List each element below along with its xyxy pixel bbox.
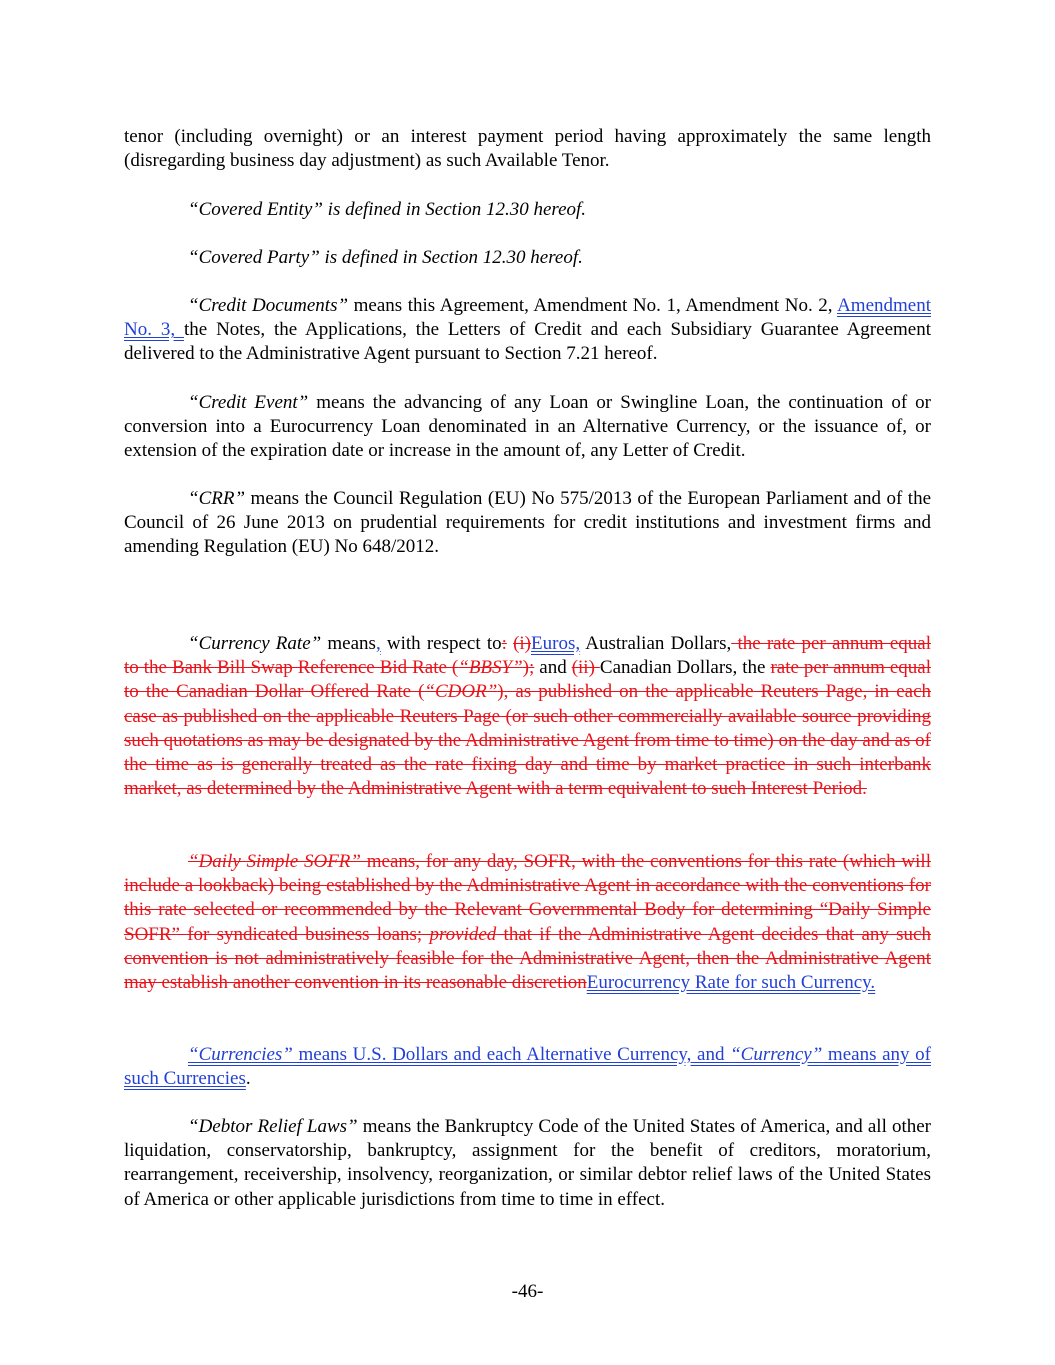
deleted-text: : [501,633,507,654]
definition-daily-simple-sofr [124,850,931,995]
inserted-text: means any of such Currencies [124,1044,931,1090]
deleted-text: “Daily Simple SOFR” [188,851,361,872]
inserted-text: Amendment No. 3, [124,295,931,341]
defined-term: “Credit Documents” [188,295,349,316]
defined-term: “Debtor Relief Laws” [188,1116,358,1137]
deleted-text: “BBSY” [458,657,523,679]
deleted-text: ); [522,657,535,679]
deleted-text: that if the Administrative Agent decides that any such convention is not administratively feasible for the Administrative Agent, then the Administrative Agent may establish another convention in its reasonable discretion [124,923,931,994]
definition-currencies: “Currencies” means U.S. Dollars and each Alternative Currency, and “Currency” means any of such Currencies. [124,1044,931,1090]
defined-term: “Currency Rate” [188,633,322,654]
deleted-text: provided [429,923,497,945]
definition-credit-event: “Credit Event” means the advancing of any Loan or Swingline Loan, the continuation of or conversion into a Eurocurrency Loan denominated in an Alternative Currency, or the issuance of, or extension of the expiration date or increase in the amount of, any Letter of Credit. [124,392,931,462]
definition-credit-documents: “Credit Documents” means this Agreement, Amendment No. 1, Amendment No. 2, Amendment No. 3, the Notes, the Applications, the Letters of Credit and each Subsidiary Guarantee Agreement delivered to the Administrative Agent pursuant to Section 7.21 hereof. [124,295,931,365]
deleted-text: “CDOR” [424,681,498,703]
defined-term: “CRR” [188,488,246,509]
inserted-text: Eurocurrency Rate for such Currency. [586,972,876,994]
inserted-text: “Currency” [730,1044,823,1065]
inserted-text: , [375,633,381,654]
deleted-text: (ii) [571,657,600,679]
deleted-text: means, for any day, SOFR, with the conventions for this rate (which will include a lookback) being established by the Administrative Agent in accordance with the conventions for this rate selected or recommended by the Relevant Governmental Body for determining “Daily Simple SOFR” for syndicated business loans; [124,851,931,945]
defined-term: “Credit Event” [188,392,309,413]
definition-crr: “CRR” means the Council Regulation (EU) No 575/2013 of the European Parliament and of the Council of 26 June 2013 on prudential requirements for credit institutions and investment firms and amending Regulation (EU) No 648/2012. [124,488,931,558]
definition-currency-rate: “Currency Rate” means, with respect to: (i)Euros, Australian Dollars, the rate per annum equal to the Bank Bill Swap Reference Bid Rate (“BBSY”); and (ii) Canadian Dollars, the rate per annum equal to the Canadian Dollar Offered Rate (“CDOR”), as published on the applicable Reuters Page, in each case as published on the applicable Reuters Page (or such other commercially available source providing such quotations as may be designated by the Administrative Agent from time to time) on the day and as of the time as is generally treated as the rate fixing day and time by market practice in such interbank market, as determined by the Administrative Agent with a term equivalent to such Interest Period. [124,633,932,800]
inserted-text: Euros, [531,633,581,654]
page-number: -46- [511,1281,544,1302]
deleted-text: the rate per annum equal to the Bank Bill Swap Reference Bid Rate ( [124,633,931,679]
deleted-text: ), as published on the applicable Reuters Page, in each case as published on the applicable Reuters Page (or such other commercially available source providing such quotations as may be designated by the Administrative Agent from time to time) on the day and as of the time as is generally treated as the rate fixing day and time by market practice in such interbank market, as determined by the Administrative Agent with a term equivalent to such Interest Period. [124,681,932,800]
deleted-text: (i) [513,633,532,654]
deleted-text: rate per annum equal to the Canadian Dollar Offered Rate ( [124,657,932,703]
definition-covered-party: “Covered Party” is defined in Section 12.30 hereof. [188,247,583,268]
inserted-text: “Currencies” [188,1044,293,1065]
definition-debtor-relief-laws: “Debtor Relief Laws” means the Bankruptcy Code of the United States of America, and all other liquidation, conservatorship, bankruptcy, assignment for the benefit of creditors, moratorium, rearrangement, receivership, insolvency, reorganization, or similar debtor relief laws of the United States of America or other applicable jurisdictions from time to time in effect. [124,1116,932,1210]
definition-covered-entity: “Covered Entity” is defined in Section 12.30 hereof. [188,199,587,220]
inserted-text: means U.S. Dollars and each Alternative Currency, and [292,1044,731,1065]
paragraph-tenor-continuation: tenor (including overnight) or an interest payment period having approximately the same length (disregarding business day adjustment) as such Available Tenor. [124,126,931,172]
